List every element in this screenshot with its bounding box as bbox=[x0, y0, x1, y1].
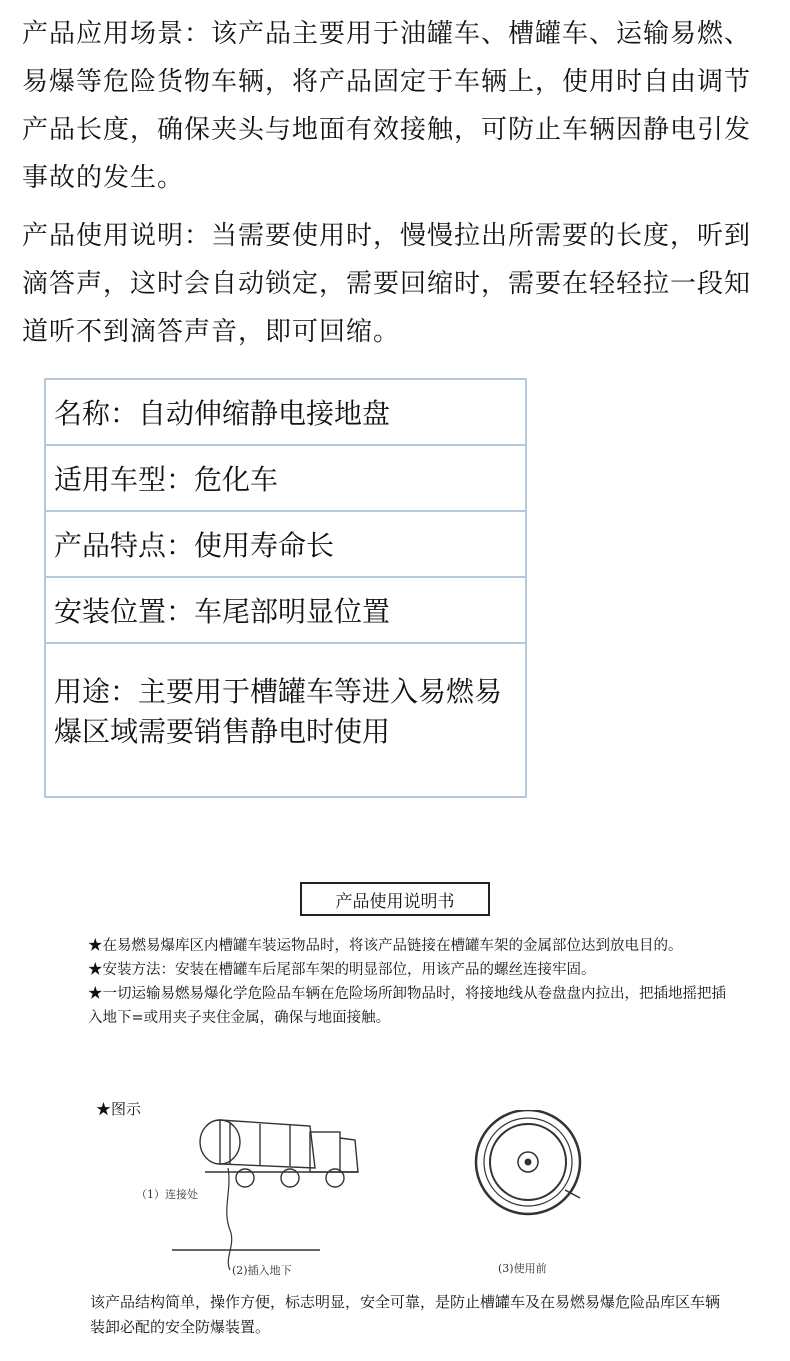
usage-instruction-text: 产品使用说明：当需要使用时，慢慢拉出所需要的长度，听到滴答声，这时会自动锁定，需要回缩时，需要在轻轻拉一段知道听不到滴答声音，即可回缩。 bbox=[22, 221, 752, 347]
manual-line-3: ★一切运输易燃易爆化学危险品车辆在危险场所卸物品时，将接地线从卷盘盘内拉出，把插地摇把插入地下=或用夹子夹住金属，确保与地面接触。 bbox=[88, 986, 726, 1026]
illustration-heading: ★图示 bbox=[96, 1100, 142, 1118]
reel-icon bbox=[476, 1110, 580, 1214]
manual-line-2: ★安装方法：安装在槽罐车后尾部车架的明显部位，用该产品的螺丝连接牢固。 bbox=[88, 962, 596, 978]
caption-connection: （1）连接处 bbox=[136, 1188, 198, 1201]
caption-insert-ground: (2)插入地下 bbox=[232, 1264, 292, 1277]
tanker-truck-icon bbox=[200, 1120, 358, 1187]
illustration-figure bbox=[110, 1110, 750, 1290]
ground-wire bbox=[227, 1168, 232, 1270]
manual-title: 产品使用说明书 bbox=[300, 882, 490, 916]
spec-row-name: 名称：自动伸缩静电接地盘 bbox=[46, 380, 525, 446]
spec-row-vehicle: 适用车型：危化车 bbox=[46, 446, 525, 512]
spec-row-position: 安装位置：车尾部明显位置 bbox=[46, 578, 525, 644]
spec-row-feature: 产品特点：使用寿命长 bbox=[46, 512, 525, 578]
manual-body bbox=[88, 934, 728, 1030]
caption-before-use: (3)使用前 bbox=[498, 1262, 547, 1275]
spec-row-purpose: 用途：主要用于槽罐车等进入易燃易爆区域需要销售静电时使用 bbox=[54, 675, 503, 748]
manual-footer: 该产品结构简单，操作方便，标志明显，安全可靠，是防止槽罐车及在易燃易爆危险品库区车辆装卸必配的安全防爆装置。 bbox=[90, 1293, 721, 1336]
spec-table bbox=[44, 378, 527, 798]
manual-line-1: ★在易燃易爆库区内槽罐车装运物品时，将该产品链接在槽罐车架的金属部位达到放电目的。 bbox=[88, 938, 683, 954]
application-scene-text: 产品应用场景：该产品主要用于油罐车、槽罐车、运输易燃、易爆等危险货物车辆，将产品固定于车辆上，使用时自由调节产品长度，确保夹头与地面有效接触，可防止车辆因静电引发事故的发生。 bbox=[22, 19, 752, 193]
intro-section bbox=[22, 10, 777, 366]
